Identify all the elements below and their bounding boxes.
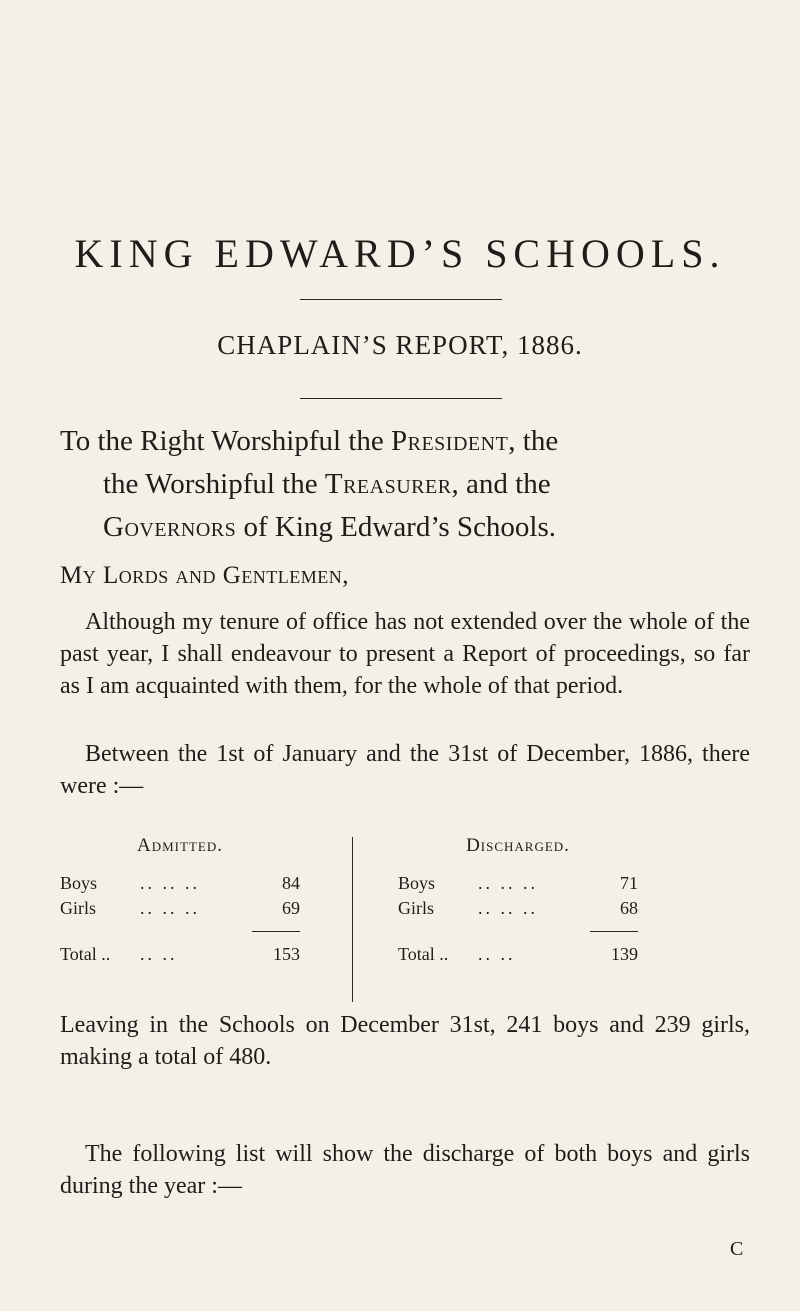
paragraph-remaining: Leaving in the Schools on December 31st, 241 boys and 239 girls, making a total of 480. — [60, 1012, 750, 1070]
discharged-total-row: Total .. .. .. 139 — [398, 944, 638, 964]
salutation: My Lords and Gentlemen, — [60, 562, 350, 589]
admitted-girls-row: Girls .. .. .. 69 — [60, 898, 300, 918]
discharged-girls-value: 68 — [620, 898, 638, 918]
column-divider — [352, 837, 353, 1002]
discharged-total-value: 139 — [611, 944, 638, 964]
admitted-column — [60, 835, 300, 967]
discharged-boys-value: 71 — [620, 873, 638, 893]
admitted-heading: Admitted. — [137, 835, 223, 856]
report-subtitle: CHAPLAIN’S REPORT, 1886. — [217, 330, 583, 360]
admitted-boys-row: Boys .. .. .. 84 — [60, 873, 300, 893]
paragraph-period: Between the 1st of January and the 31st of December, 1886, there were :— — [60, 741, 750, 799]
admitted-total-value: 153 — [273, 944, 300, 964]
admitted-total-row: Total .. .. .. 153 — [60, 944, 300, 964]
discharged-girls-row: Girls .. .. .. 68 — [398, 898, 638, 918]
admitted-sum-rule — [252, 931, 300, 932]
admitted-boys-value: 84 — [282, 873, 300, 893]
discharged-sum-rule — [590, 931, 638, 932]
discharged-boys-row: Boys .. .. .. 71 — [398, 873, 638, 893]
address-block — [60, 420, 750, 549]
paragraph-following-list: The following list will show the discharge of both boys and girls during the year :— — [60, 1141, 750, 1199]
address-line-2: the Worshipful the Treasurer, and the — [103, 468, 551, 500]
discharged-heading: Discharged. — [466, 835, 570, 856]
paragraph-tenure: Although my tenure of office has not extended over the whole of the past year, I shall endeavour to present a Report of proceedings, so far as I am acquainted with them, for the whole of that period. — [60, 609, 750, 699]
title-rule — [300, 299, 502, 300]
admissions-table — [60, 835, 680, 1005]
admitted-girls-value: 69 — [282, 898, 300, 918]
address-line-1: To the Right Worshipful the President, the — [60, 425, 559, 457]
discharged-column — [398, 835, 638, 967]
subtitle-rule — [300, 398, 502, 399]
address-line-3: Governors of King Edward’s Schools. — [103, 511, 557, 543]
page-title: KING EDWARD’S SCHOOLS. — [74, 231, 726, 276]
signature-mark: C — [730, 1238, 744, 1260]
